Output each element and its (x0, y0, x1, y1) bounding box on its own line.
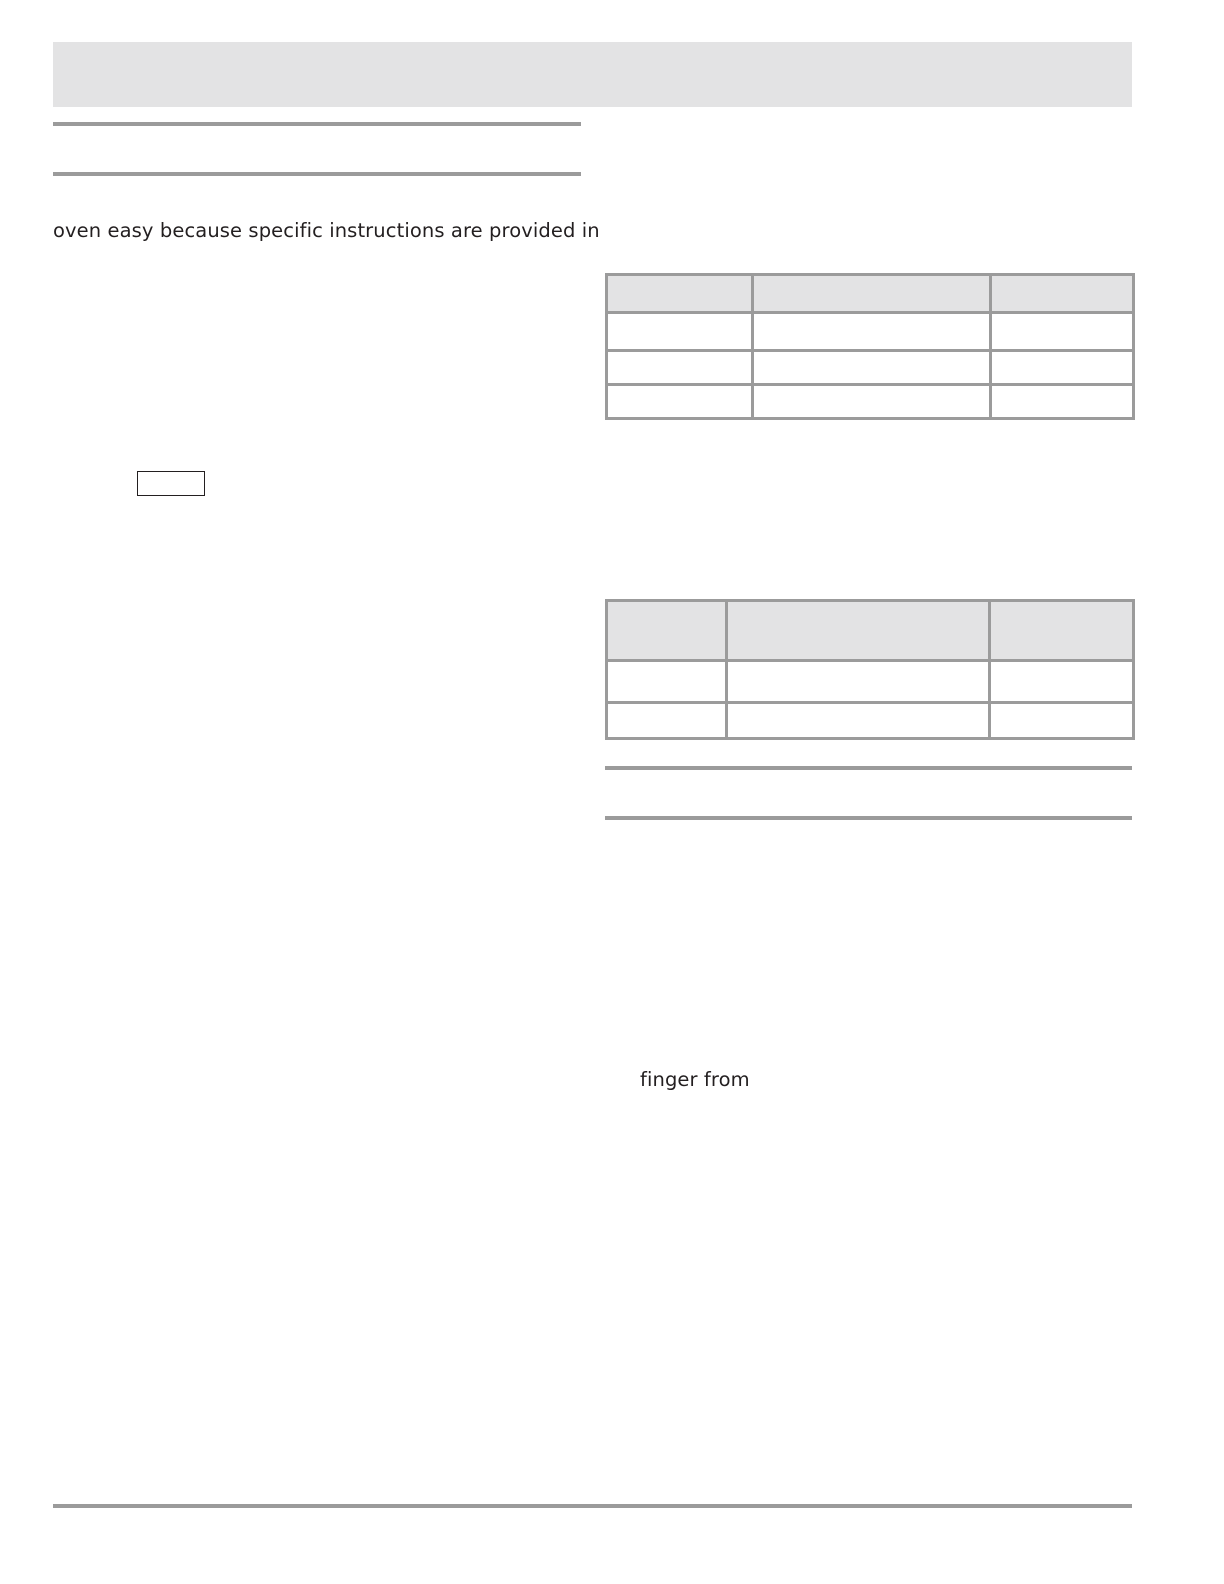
table-row (607, 661, 1134, 703)
table-row (607, 385, 1134, 419)
table-header-cell (991, 275, 1134, 313)
control-key-box (137, 471, 205, 496)
table-row (607, 351, 1134, 385)
table-header-row (607, 601, 1134, 661)
table-cell (991, 351, 1134, 385)
footer-rule (53, 1504, 1132, 1508)
table-header-cell (990, 601, 1134, 661)
section-rule-bottom-left (53, 172, 581, 176)
table-cell (607, 661, 727, 703)
table-header-cell (607, 275, 753, 313)
table-header-cell (753, 275, 991, 313)
intro-text-line: oven easy because specific instructions are provided in (53, 219, 600, 242)
section-rule-top-left (53, 122, 581, 126)
table-cell (753, 313, 991, 351)
table-cell (607, 385, 753, 419)
table-cell (607, 703, 727, 739)
table-cell (753, 351, 991, 385)
table-header-cell (727, 601, 990, 661)
right-text-fragment: finger from (640, 1068, 750, 1091)
table-row (607, 703, 1134, 739)
table-cell (753, 385, 991, 419)
table-cell (991, 385, 1134, 419)
table-cell (991, 313, 1134, 351)
table-cell (990, 661, 1134, 703)
table-cell (990, 703, 1134, 739)
section-rule-top-right (605, 766, 1132, 770)
table-cell (727, 661, 990, 703)
settings-table-1 (605, 273, 1135, 420)
table-cell (607, 351, 753, 385)
table-header-row (607, 275, 1134, 313)
page-header-band (53, 42, 1132, 107)
table-cell (607, 313, 753, 351)
table-row (607, 313, 1134, 351)
table-header-cell (607, 601, 727, 661)
table-cell (727, 703, 990, 739)
settings-table-2 (605, 599, 1135, 740)
section-rule-bottom-right (605, 816, 1132, 820)
